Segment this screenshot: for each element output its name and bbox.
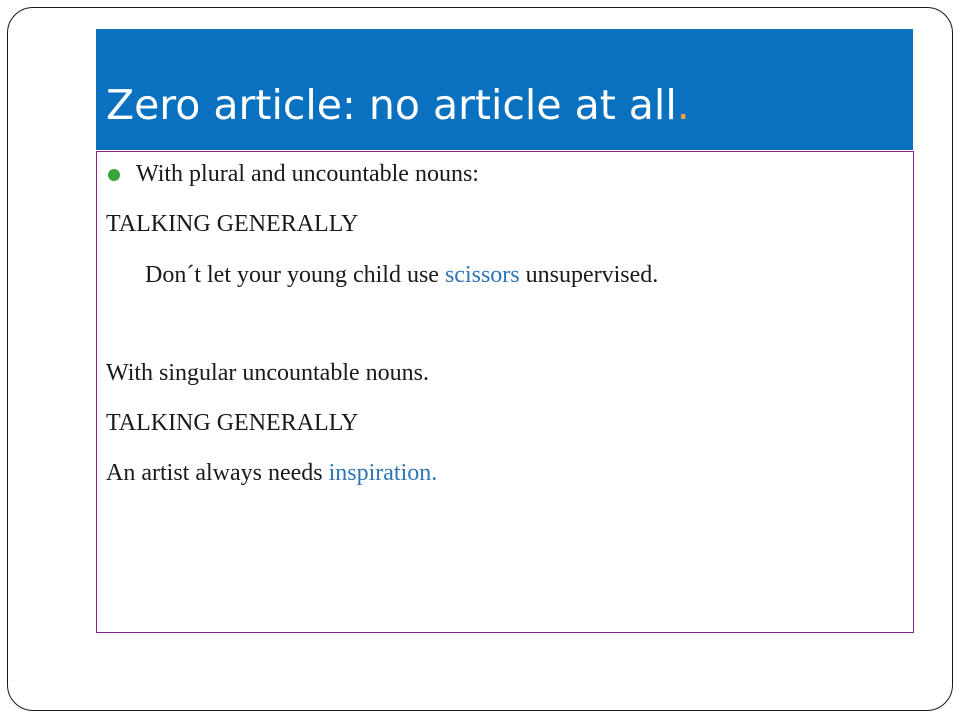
example-2-pre: An artist always needs (106, 460, 329, 486)
title-dot: . (676, 81, 690, 129)
example-1-highlight: scissors (444, 262, 520, 288)
rule-singular-uncountable: With singular uncountable nouns. (106, 360, 429, 386)
label-talking-generally-2: TALKING GENERALLY (106, 410, 359, 436)
bullet-icon (108, 169, 120, 181)
slide-title (106, 81, 690, 129)
label-talking-generally-1: TALKING GENERALLY (106, 211, 359, 237)
title-text: Zero article: no article at all (106, 81, 677, 129)
example-sentence-2 (106, 460, 437, 487)
example-2-highlight: inspiration. (328, 460, 438, 486)
bullet-text: With plural and uncountable nouns: (136, 161, 479, 187)
example-1-pre: Don´t let your young child use (145, 262, 445, 288)
example-1-post: unsupervised. (519, 262, 659, 288)
example-sentence-1 (145, 262, 658, 289)
title-bar (96, 29, 913, 150)
